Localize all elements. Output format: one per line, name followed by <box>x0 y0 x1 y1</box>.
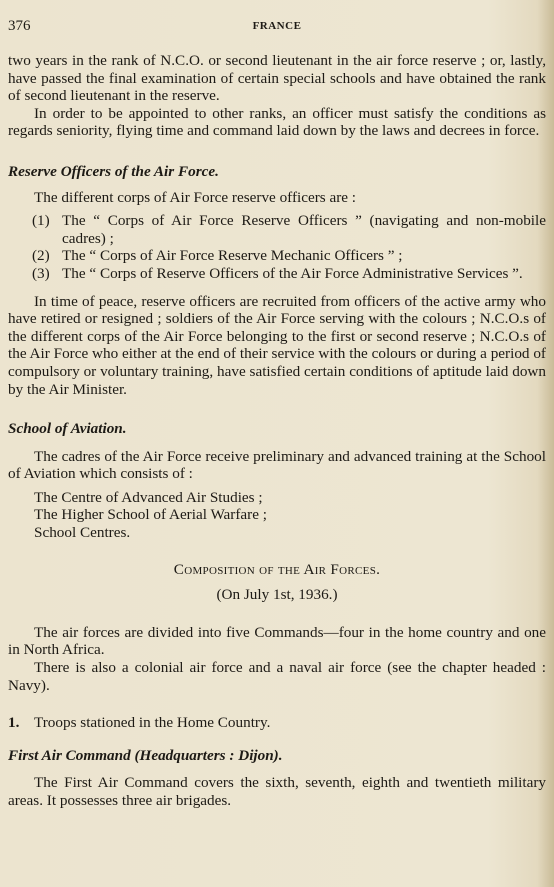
page-header <box>8 18 546 38</box>
heading-first-air-command: First Air Command (Headquarters : Dijon). <box>8 746 283 764</box>
list-item: The Higher School of Aerial Warfare ; <box>34 506 267 524</box>
list-item-text: The “ Corps of Reserve Officers of the Air Force Administrative Services ”. <box>62 264 523 282</box>
paragraph-colonial-naval: There is also a colonial air force and a naval air force (see the chapter headed : Navy). <box>8 659 546 694</box>
composition-date: (On July 1st, 1936.) <box>216 586 338 604</box>
paragraph-corps-intro: The different corps of Air Force reserve officers are : <box>34 188 357 206</box>
page-body <box>8 52 546 810</box>
list-item-text: The “ Corps of Air Force Reserve Mechanic Officers ” ; <box>62 247 403 265</box>
list-item <box>32 212 546 247</box>
heading-reserve-officers: Reserve Officers of the Air Force. <box>8 162 219 180</box>
list-item-number: (2) <box>32 247 50 265</box>
section-heading-text: Troops stationed in the Home Country. <box>34 714 271 732</box>
list-item <box>32 247 546 265</box>
paragraph-continuation: two years in the rank of N.C.O. or second lieutenant in the air force reserve ; or, lastly, have passed the final examination of certain special schools and have obtained the rank of second lieutenant in the reserve. <box>8 52 546 105</box>
running-title: FRANCE <box>252 20 302 32</box>
paragraph-training: The cadres of the Air Force receive preliminary and advanced training at the School of Aviation which consists of : <box>8 447 546 483</box>
corps-list <box>8 212 546 282</box>
schools-list <box>8 489 546 542</box>
paragraph-first-air-command: The First Air Command covers the sixth, seventh, eighth and twentieth military areas. It possesses three air brigades. <box>8 774 546 809</box>
list-item-text: The “ Corps of Air Force Reserve Officers ” (navigating and non-mobile cadres) ; <box>62 212 546 247</box>
list-item-number: (1) <box>32 212 50 230</box>
page-number: 376 <box>8 18 31 34</box>
paragraph-commands: The air forces are divided into five Commands—four in the home country and one in North Africa. <box>8 623 546 659</box>
list-item-number: (3) <box>32 264 50 282</box>
list-item: School Centres. <box>34 524 131 542</box>
section-title-composition: Composition of the Air Forces. <box>173 560 381 578</box>
heading-school-of-aviation: School of Aviation. <box>8 420 127 438</box>
list-item: The Centre of Advanced Air Studies ; <box>34 488 263 506</box>
paragraph-appointment: In order to be appointed to other ranks, an officer must satisfy the conditions as regards seniority, flying time and command laid down by the laws and decrees in force. <box>8 104 546 140</box>
section-number: 1. <box>8 714 20 732</box>
list-item <box>32 265 546 283</box>
section-heading-home-country <box>8 714 546 732</box>
paragraph-recruitment: In time of peace, reserve officers are recruited from officers of the active army who have retired or resigned ; soldiers of the Air Force serving with the colours ; N.C.O.s of the different corps of the Air Force belonging to the first or second reserve ; N.C.O.s of the Air Force who either at the end of their service with the colours or during a period of compulsory or voluntary training, have satisfied certain conditions of aptitude laid down by the Air Minister. <box>8 292 546 398</box>
